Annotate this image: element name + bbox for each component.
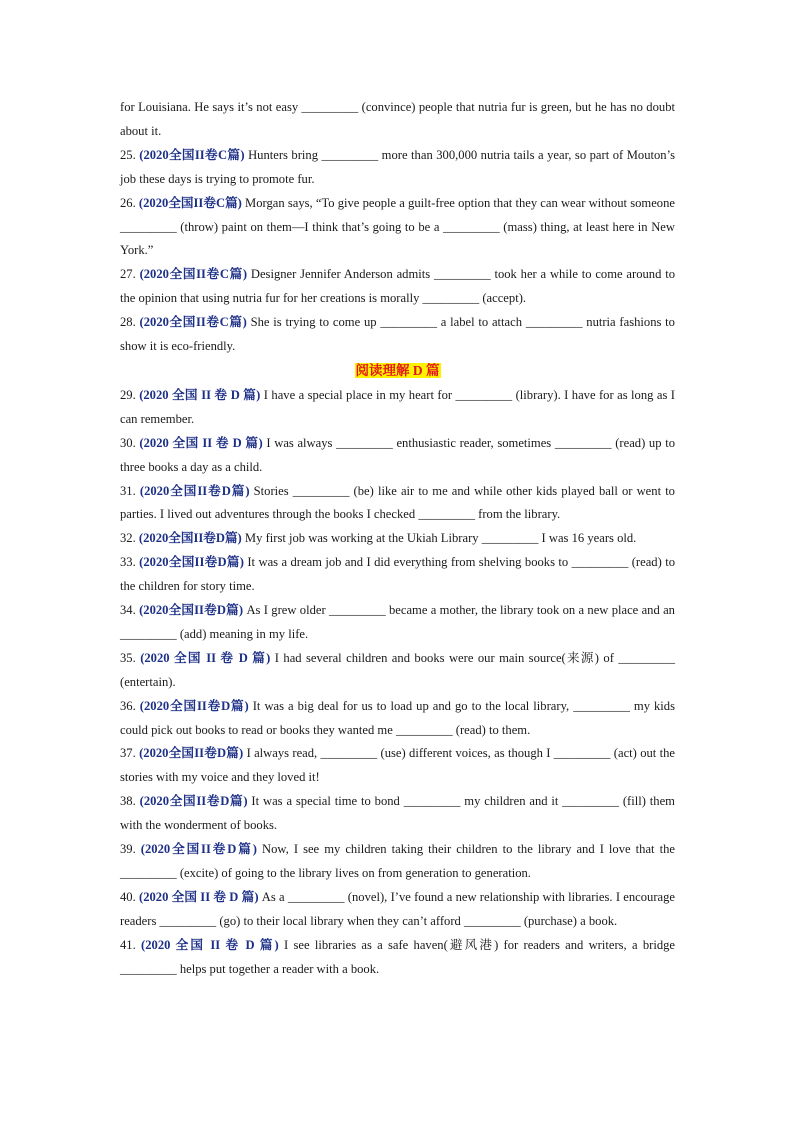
source-tag: (2020全国II卷C篇) — [139, 315, 247, 330]
source-tag: (2020全国II卷D篇) — [139, 555, 244, 570]
worksheet-page — [120, 96, 675, 982]
question-text: Designer Jennifer Anderson admits _________ took her a while to come around to the opinion that using nutria fur for her creations is morally _________ (accept). — [120, 267, 675, 306]
source-tag: (2020全国II卷C篇) — [138, 195, 242, 210]
source-tag: (2020全国II卷C篇) — [139, 267, 248, 282]
source-tag: (2020 全国 II 卷 D 篇) — [139, 435, 263, 450]
source-tag: (2020全国II卷D篇) — [139, 483, 250, 498]
question-text: Now, I see my children taking their children to the library and I love that the _________ (excite) of going to the library lives on from generation to generation. — [120, 842, 675, 880]
question-text: I was always _________ enthusiastic reader, sometimes _________ (read) up to three books a day as a child. — [120, 435, 675, 474]
source-tag: (2020全国II卷D篇) — [139, 746, 244, 761]
question-number: 38. — [120, 794, 136, 809]
question-text: It was a big deal for us to load up and go to the local library, _________ my kids could pick out books to read or books they wanted me _________ (read) to them. — [120, 698, 676, 737]
source-tag: (2020全国II卷D篇) — [140, 842, 257, 857]
section-heading — [120, 359, 675, 384]
question-text: Morgan says, “To give people a guilt-free option that they can wear without someone _________ (throw) paint on them—I think that’s going to be a _________ (mass) thing, at least here in New York.” — [120, 195, 675, 258]
question-number: 36. — [120, 698, 136, 713]
question-text: I have a special place in my heart for _________ (library). I have for as long as I can remember. — [120, 387, 675, 426]
question-29 — [120, 384, 675, 432]
question-27 — [120, 263, 675, 311]
question-33 — [120, 551, 675, 599]
question-number: 32. — [120, 531, 136, 546]
question-number: 26. — [120, 195, 136, 210]
source-tag: (2020全国II卷C篇) — [139, 147, 245, 162]
question-text: Hunters bring _________ more than 300,000 nutria tails a year, so part of Mouton’s job these days is trying to promote fur. — [120, 147, 675, 186]
section-c-items — [120, 144, 675, 359]
source-tag: (2020全国II卷D篇) — [139, 794, 248, 809]
source-tag: (2020 全国 II 卷 D 篇) — [139, 889, 259, 904]
source-tag: (2020全国II卷D篇) — [138, 531, 242, 546]
question-39 — [120, 838, 675, 886]
source-tag: (2020 全国 II 卷 D 篇) — [140, 650, 271, 665]
question-number: 37. — [120, 746, 136, 761]
question-32 — [120, 527, 675, 551]
source-tag: (2020全国II卷D篇) — [139, 603, 244, 618]
question-text: As I grew older _________ became a mother, the library took on a new place and an _________ (add) meaning in my life. — [120, 603, 675, 641]
question-text: My first job was working at the Ukiah Library _________ I was 16 years old. — [244, 531, 637, 546]
question-26 — [120, 192, 675, 264]
question-text: I always read, _________ (use) different voices, as though I _________ (act) out the stories with my voice and they loved it! — [120, 746, 676, 785]
question-text: As a _________ (novel), I’ve found a new relationship with libraries. I encourage readers _________ (go) to their local library when they can’t afford _________ (purchase) a book. — [120, 889, 675, 928]
question-number: 34. — [120, 603, 136, 618]
source-tag: (2020 全国 II 卷 D 篇) — [139, 387, 261, 402]
question-text: It was a dream job and I did everything from shelving books to _________ (read) to the children for story time. — [120, 555, 675, 594]
question-number: 35. — [120, 650, 136, 665]
section-heading-label: 阅读理解 D 篇 — [355, 362, 440, 378]
question-31 — [120, 480, 675, 528]
question-28 — [120, 311, 675, 359]
question-number: 27. — [120, 267, 136, 282]
question-38 — [120, 790, 675, 838]
question-number: 40. — [120, 889, 136, 904]
question-number: 31. — [120, 483, 136, 498]
question-25 — [120, 144, 675, 192]
section-d-items — [120, 384, 675, 982]
question-text: She is trying to come up _________ a label to attach _________ nutria fashions to show it is eco-friendly. — [120, 315, 675, 354]
question-text: It was a special time to bond _________ my children and it _________ (fill) them with the wonderment of books. — [120, 794, 675, 833]
question-number: 28. — [120, 315, 136, 330]
question-34 — [120, 599, 675, 647]
question-41 — [120, 934, 675, 982]
question-text: I see libraries as a safe haven(避风港) for readers and writers, a bridge _________ helps put together a reader with a book. — [120, 937, 676, 976]
question-text: Stories _________ (be) like air to me and while other kids played ball or went to parties. I lived out adventures through the books I checked _________ from the library. — [120, 483, 675, 522]
question-number: 29. — [120, 387, 136, 402]
question-36 — [120, 695, 675, 743]
question-37 — [120, 742, 675, 790]
question-number: 41. — [120, 937, 136, 952]
question-text: I had several children and books were our main source(来源) of _________ (entertain). — [120, 650, 676, 689]
question-number: 30. — [120, 435, 136, 450]
question-number: 39. — [120, 842, 136, 857]
question-number: 25. — [120, 147, 136, 162]
source-tag: (2020全国II卷D篇) — [139, 698, 249, 713]
question-35 — [120, 647, 675, 695]
source-tag: (2020 全国 II 卷 D 篇) — [141, 937, 279, 952]
question-number: 33. — [120, 555, 136, 570]
question-40 — [120, 886, 675, 934]
question-30 — [120, 432, 675, 480]
continuation-paragraph: for Louisiana. He says it’s not easy _________ (convince) people that nutria fur is green, but he has no doubt about it. — [120, 100, 675, 138]
